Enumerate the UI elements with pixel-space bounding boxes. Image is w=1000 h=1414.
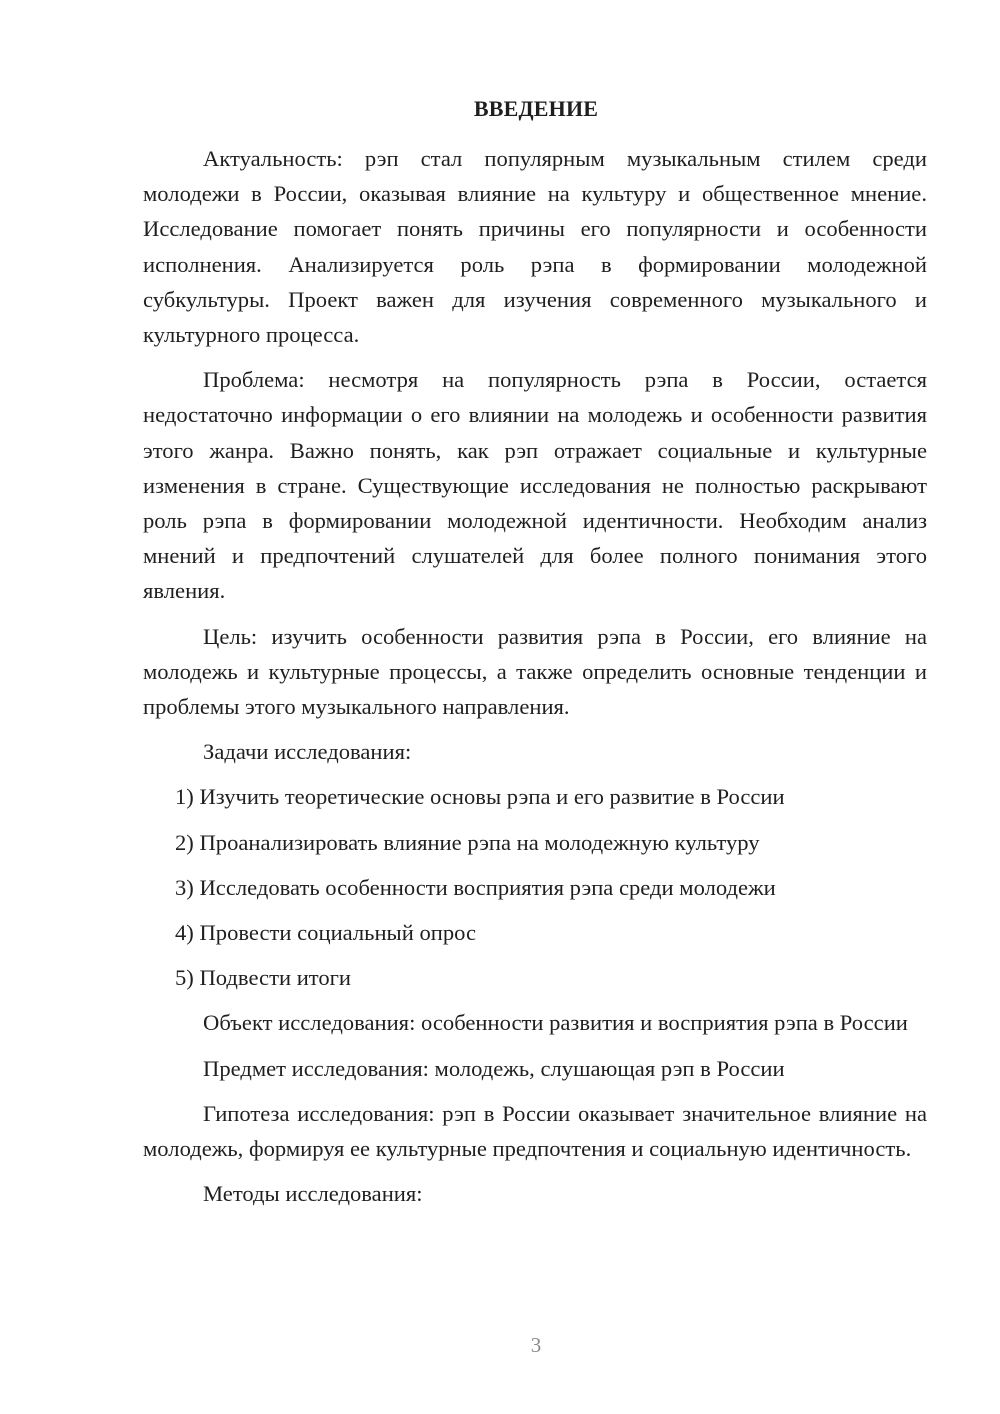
page-number: 3 (530, 1333, 542, 1357)
subject-paragraph: Предмет исследования: молодежь, слушающая рэп в России (203, 1055, 785, 1081)
tasks-heading: Задачи исследования: (203, 739, 412, 765)
list-item: 1) Изучить теоретические основы рэпа и его развитие в России (175, 784, 785, 810)
list-item: 4) Провести социальный опрос (175, 920, 477, 946)
methods-heading: Методы исследования: (203, 1181, 423, 1207)
page-title: ВВЕДЕНИЕ (473, 96, 599, 121)
relevance-paragraph: Актуальность: рэп стал популярным музыкальным стилем среди молодежи в России, оказывая влияние на культуру и общественное мнение. Исследование помогает понять причины его популярности и особенности исполнения. Анализируется роль рэпа в формировании молодежной субкультуры. Проект важен для изучения современного музыкального и культурного процесса. (143, 146, 927, 348)
list-item: 5) Подвести итоги (175, 965, 352, 991)
list-item: 2) Проанализировать влияние рэпа на молодежную культуру (175, 829, 760, 855)
hypothesis-paragraph: Гипотеза исследования: рэп в России оказывает значительное влияние на молодежь, формируя ее культурные предпочтения и социальную идентичность. (143, 1100, 927, 1162)
problem-paragraph: Проблема: несмотря на популярность рэпа в России, остается недостаточно информации о его влиянии на молодежь и особенности развития этого жанра. Важно понять, как рэп отражает социальные и культурные изменения в стране. Существующие исследования не полностью раскрывают роль рэпа в формировании молодежной идентичности. Необходим анализ мнений и предпочтений слушателей для более полного понимания этого явления. (143, 367, 927, 604)
object-paragraph: Объект исследования: особенности развития и восприятия рэпа в России (203, 1010, 908, 1036)
tasks-list (143, 779, 927, 995)
document-body (143, 141, 927, 1221)
goal-paragraph: Цель: изучить особенности развития рэпа в России, его влияние на молодежь и культурные процессы, а также определить основные тенденции и проблемы этого музыкального направления. (143, 623, 927, 720)
list-item: 3) Исследовать особенности восприятия рэпа среди молодежи (175, 874, 776, 900)
